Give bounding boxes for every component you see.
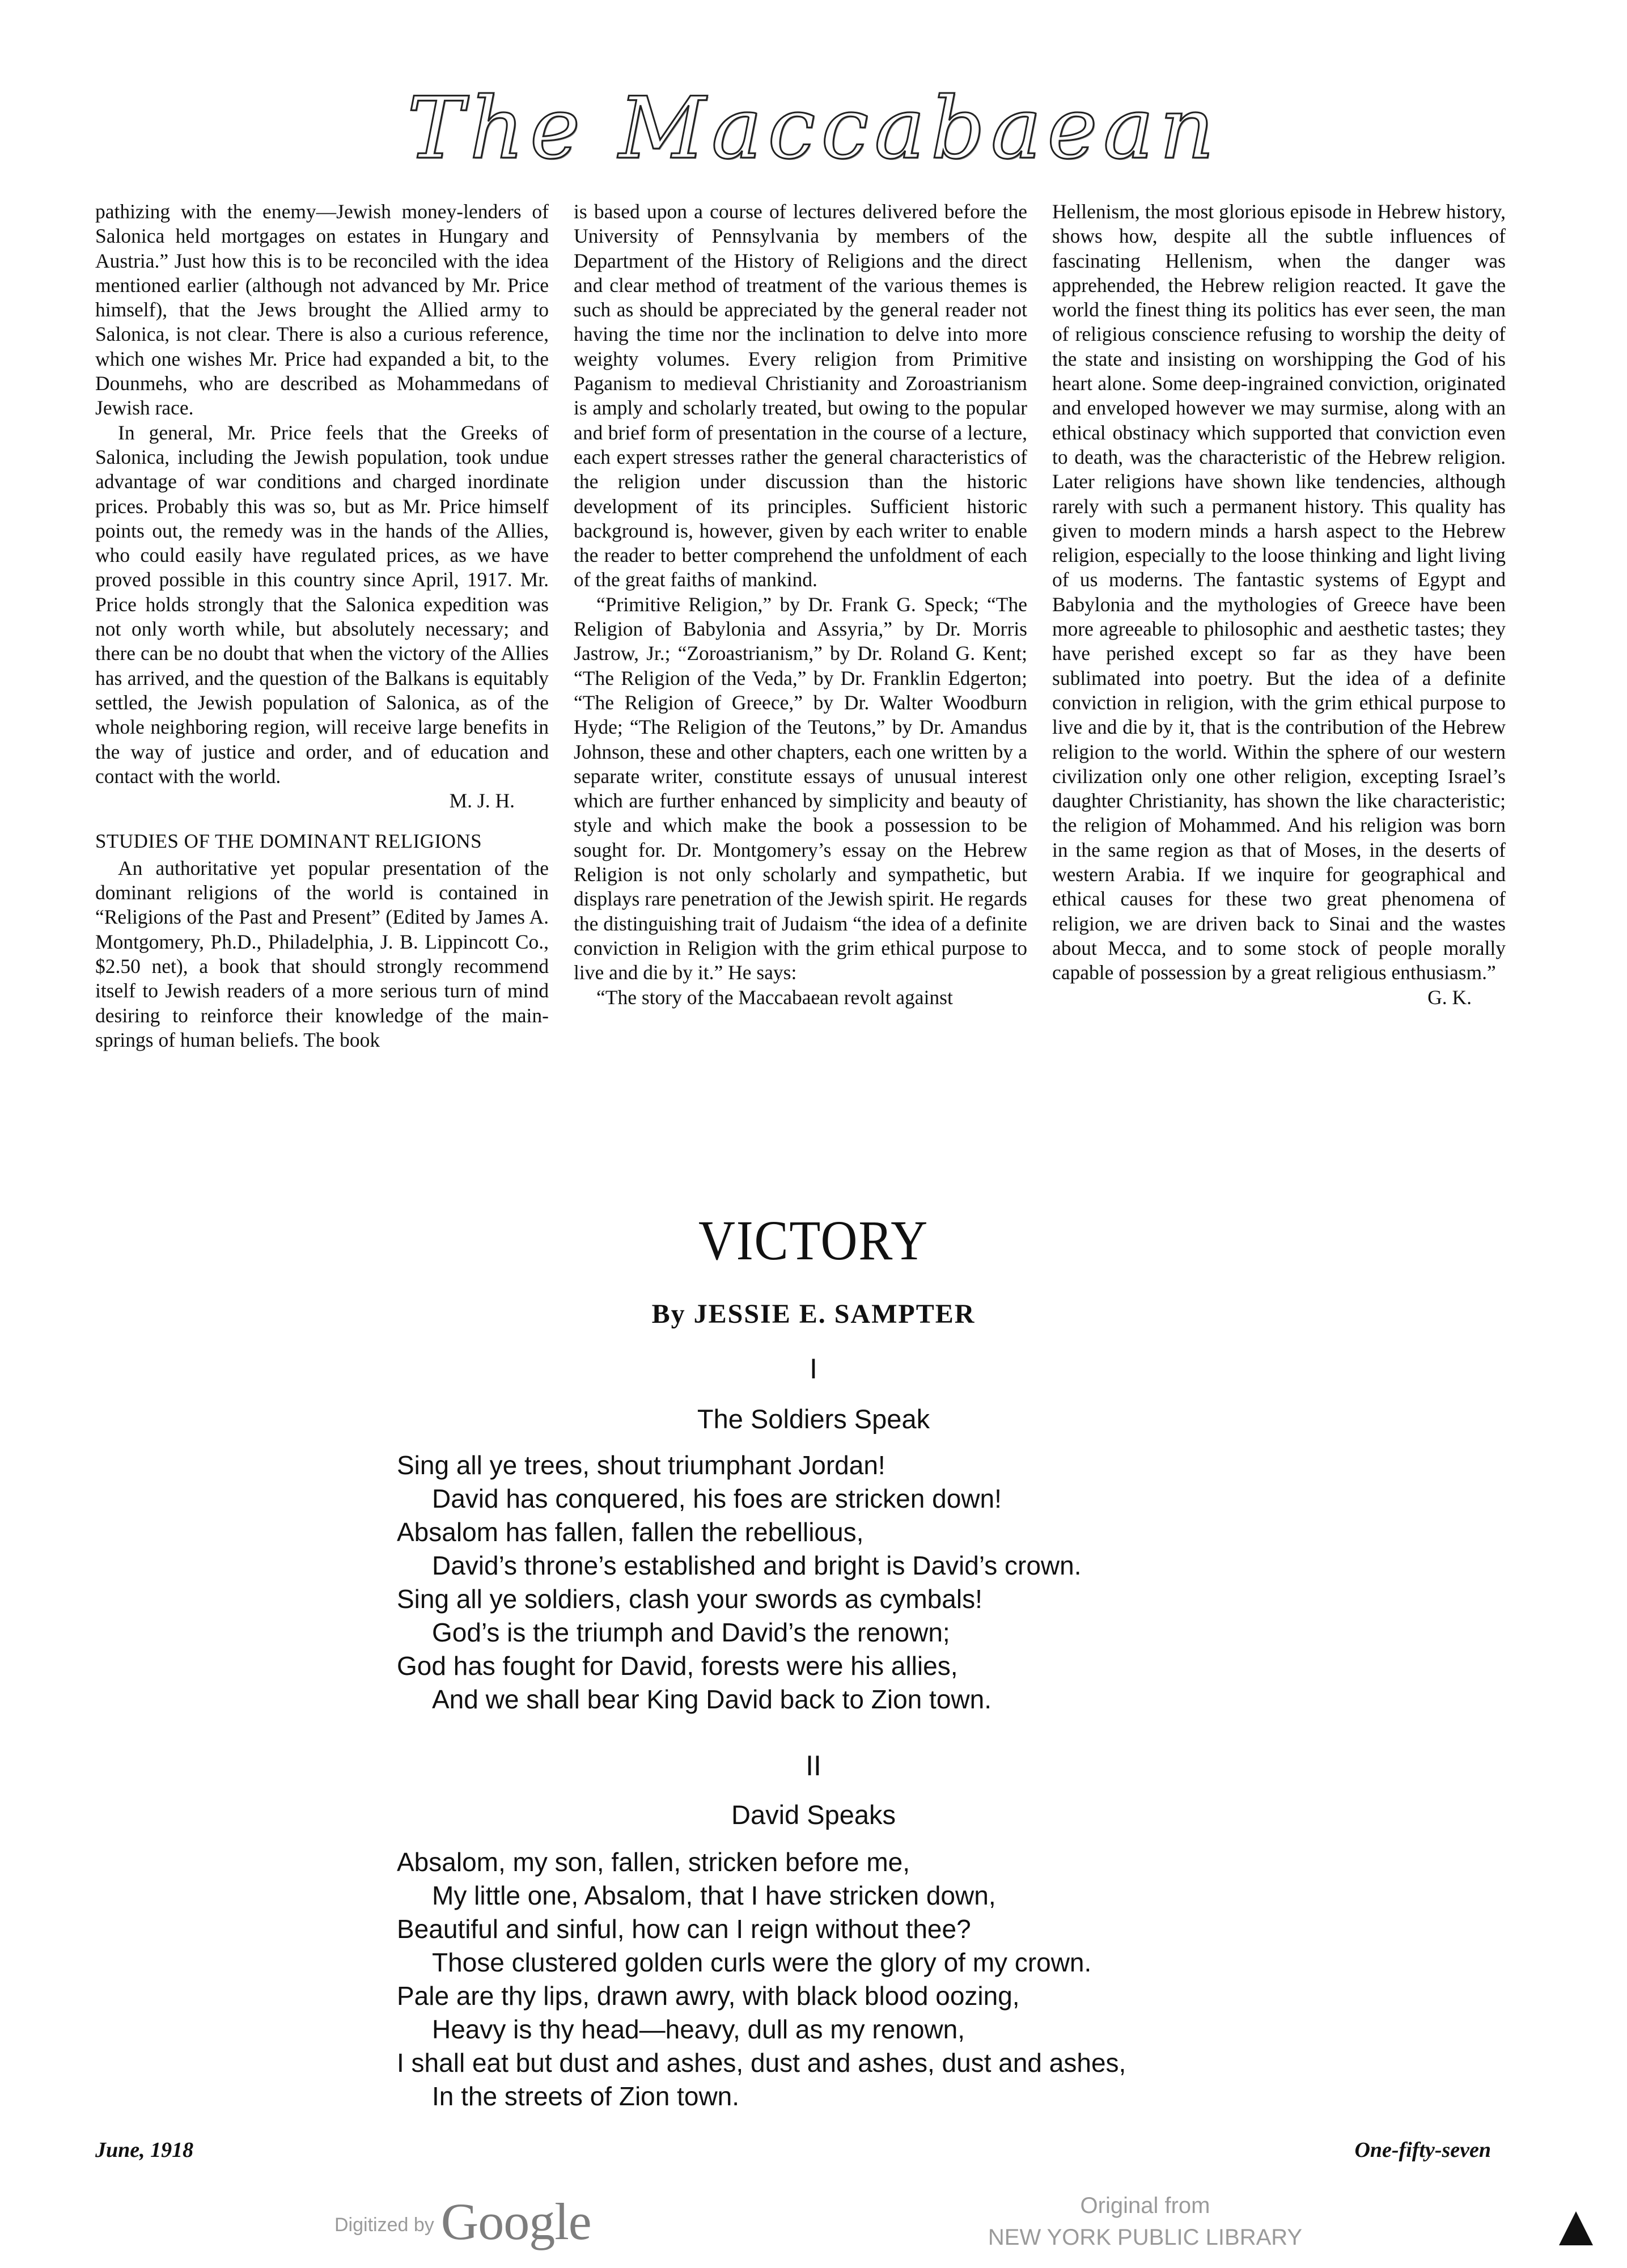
poem-line: Absalom has fallen, fallen the rebellious, bbox=[397, 1517, 864, 1547]
paragraph: Hellenism, the most glorious episode in Hebrew history, shows how, despite all the subtle influences of fascinating Hellenism, when the danger was apprehended, the Hebrew religion reacted. It gave the world the finest thing its politics has ever seen, the man of religious conscience refusing to worship the deity of the state and insisting on worshipping the God of his heart alone. Some deep-ingrained conviction, originated and enveloped however we may surmise, along with an ethical obstinacy which supported that conviction even to death, was the characteristic of the Hebrew religion. Later religions have shown like tendencies, although rarely with such a permanent history. This quality has given to modern minds a harsh aspect to the Hebrew religion, especially to the loose thinking and light living of us moderns. The fantastic systems of Egypt and Babylonia and the mythologies of Greece have been more agreeable to philosophic and aesthetic tastes; they have perished except so far as they have been sublimated into poetry. But the idea of a definite conviction in religion, with the grim ethical purpose to live and die by it, that is the contribution of the Hebrew religion to the world. Within the sphere of our western civilization only one other religion, excepting Israel’s daughter Christianity, has shown the like characteristic; the religion of Mohammed. And his religion was born in the same region as that of Moses, in the deserts of western Arabia. If we inquire for geographical and ethical causes for these two great phenomena of religion, we are driven back to Sinai and the wastes about Mecca, and to some stock of people morally capable of possession by a great religious enthusiasm.” bbox=[1052, 200, 1506, 984]
paragraph: In general, Mr. Price feels that the Greeks of Salonica, including the Jewish population, took undue advantage of war conditions and charged inordinate prices. Probably this was so, but as Mr. Price himself points out, the remedy was in the hands of the Allies, who could easily have regulated prices, as we have proved possible in this country since April, 1917. Mr. Price holds strongly that the Salonica expedition was not only worth while, but absolutely necessary; and there can be no doubt that when the victory of the Allies has arrived, and the question of the Balkans is equitably settled, the Jewish population of Salonica, as of the whole neighboring region, will receive large benefits in the way of justice and order, and of education and contact with the world. bbox=[95, 421, 549, 788]
paragraph: pathizing with the enemy—Jewish money-lenders of Salonica held mortgages on estates in Hungary and Austria.” Just how this is to be reconciled with the idea mentioned earlier (although not advanced by Mr. Price himself), that the Jews brought the Allied army to Salonica, is not clear. There is also a curious reference, which one wishes Mr. Price had expanded a bit, to the Dounmehs, who are described as Mohammedans of Jewish race. bbox=[95, 200, 549, 420]
author-initials: M. J. H. bbox=[449, 789, 515, 813]
page-number: One-fifty-seven bbox=[1354, 2138, 1491, 2162]
paragraph: “Primitive Religion,” by Dr. Frank G. Speck; “The Religion of Babylonia and Assyria,” by Dr. Morris Jastrow, Jr.; “Zoroastrianism,” by Dr. Roland G. Kent; “The Religion of the Veda,” by Dr. Franklin Edgerton; “The Religion of Greece,” by Dr. Walter Woodburn Hyde; “The Religion of the Teutons,” by Dr. Amandus Johnson, these and other chapters, each one written by a separate writer, constitute essays of unusual interest which are further enhanced by simplicity and beauty of style and which make the book a possession to be sought for. Dr. Montgomery’s essay on the Hebrew Religion is not only scholarly and sympathetic, but displays rare penetration of the Jewish spirit. He regards the distinguishing trait of Judaism “the idea of a definite conviction in Religion with the grim ethical purpose to live and die by it.” He says: bbox=[574, 593, 1027, 984]
author-initials: G. K. bbox=[1427, 985, 1472, 1009]
digitized-watermark bbox=[334, 2191, 591, 2252]
poem-line: And we shall bear King David back to Zion town. bbox=[432, 1685, 992, 1714]
text-column-3 bbox=[1052, 200, 1506, 1010]
page-corner-mark bbox=[1559, 2211, 1593, 2245]
section-heading: STUDIES OF THE DOMINANT RELIGIONS bbox=[95, 830, 482, 853]
poem-line: David’s throne’s established and bright is David’s crown. bbox=[432, 1551, 1082, 1580]
poem-line: Those clustered golden curls were the glory of my crown. bbox=[432, 1948, 1092, 1977]
poem-line: Beautiful and sinful, how can I reign without thee? bbox=[397, 1914, 971, 1944]
poem-line: In the streets of Zion town. bbox=[432, 2081, 740, 2111]
poem-byline: By JESSIE E. SAMPTER bbox=[651, 1299, 976, 1329]
poem-line: I shall eat but dust and ashes, dust and ashes, dust and ashes, bbox=[397, 2048, 1126, 2077]
stanza-1 bbox=[397, 1449, 1361, 1716]
masthead-title: The Maccabaean bbox=[407, 79, 1220, 178]
part-subtitle: The Soldiers Speak bbox=[697, 1404, 930, 1434]
poem-line: David has conquered, his foes are stricken down! bbox=[432, 1484, 1002, 1513]
library-attribution bbox=[975, 2190, 1315, 2253]
part-subtitle: David Speaks bbox=[731, 1800, 896, 1830]
poem-line: God’s is the triumph and David’s the renown; bbox=[432, 1618, 950, 1647]
digitized-label: Digitized by bbox=[334, 2214, 434, 2236]
part-numeral: I bbox=[810, 1353, 817, 1385]
text-column-2 bbox=[574, 200, 1027, 1010]
part-numeral: II bbox=[806, 1750, 821, 1782]
paragraph: is based upon a course of lectures delivered before the University of Pennsylvania by members of the Department of the History of Religions and the direct and clear method of treatment of the various themes is such as should be appreciated by the general reader not having the time nor the inclination to delve into more weighty volumes. Every religion from Primitive Paganism to medieval Christianity and Zoroastrianism is amply and scholarly treated, but owing to the popular and brief form of presentation in the course of a lecture, each expert stresses rather the general characteristics of the religion under discussion than the historic development of its principles. Sufficient historic background is, however, given by each writer to enable the reader to better comprehend the unfoldment of each of the great faiths of mankind. bbox=[574, 200, 1027, 591]
stanza-2 bbox=[397, 1846, 1361, 2113]
library-name: NEW YORK PUBLIC LIBRARY bbox=[988, 2225, 1303, 2250]
paragraph: An authoritative yet popular presentation of the dominant religions of the world is contained in “Religions of the Past and Present” (Edited by James A. Montgomery, Ph.D., Philadelphia, J. B. Lippincott Co., $2.50 net), a book that should strongly recommend itself to Jewish readers of a more serious turn of mind desiring to reinforce their knowledge of the main-springs of human beliefs. The book bbox=[95, 856, 549, 1051]
poem-line: Heavy is thy head—heavy, dull as my renown, bbox=[432, 2015, 965, 2044]
poem-line: God has fought for David, forests were his allies, bbox=[397, 1651, 958, 1681]
origin-label: Original from bbox=[1080, 2193, 1210, 2218]
poem-line: Pale are thy lips, drawn awry, with black blood oozing, bbox=[397, 1981, 1020, 2011]
poem-line: Sing all ye trees, shout triumphant Jordan! bbox=[397, 1450, 885, 1480]
text-column-1 bbox=[95, 200, 549, 1052]
issue-date: June, 1918 bbox=[95, 2138, 194, 2162]
google-logo: Google bbox=[440, 2193, 591, 2250]
poem-line: Sing all ye soldiers, clash your swords as cymbals! bbox=[397, 1584, 982, 1614]
poem-title: VICTORY bbox=[698, 1209, 929, 1272]
paragraph: “The story of the Maccabaean revolt against bbox=[596, 985, 953, 1009]
poem-line: Absalom, my son, fallen, stricken before me, bbox=[397, 1847, 910, 1877]
poem-line: My little one, Absalom, that I have stricken down, bbox=[432, 1881, 996, 1910]
